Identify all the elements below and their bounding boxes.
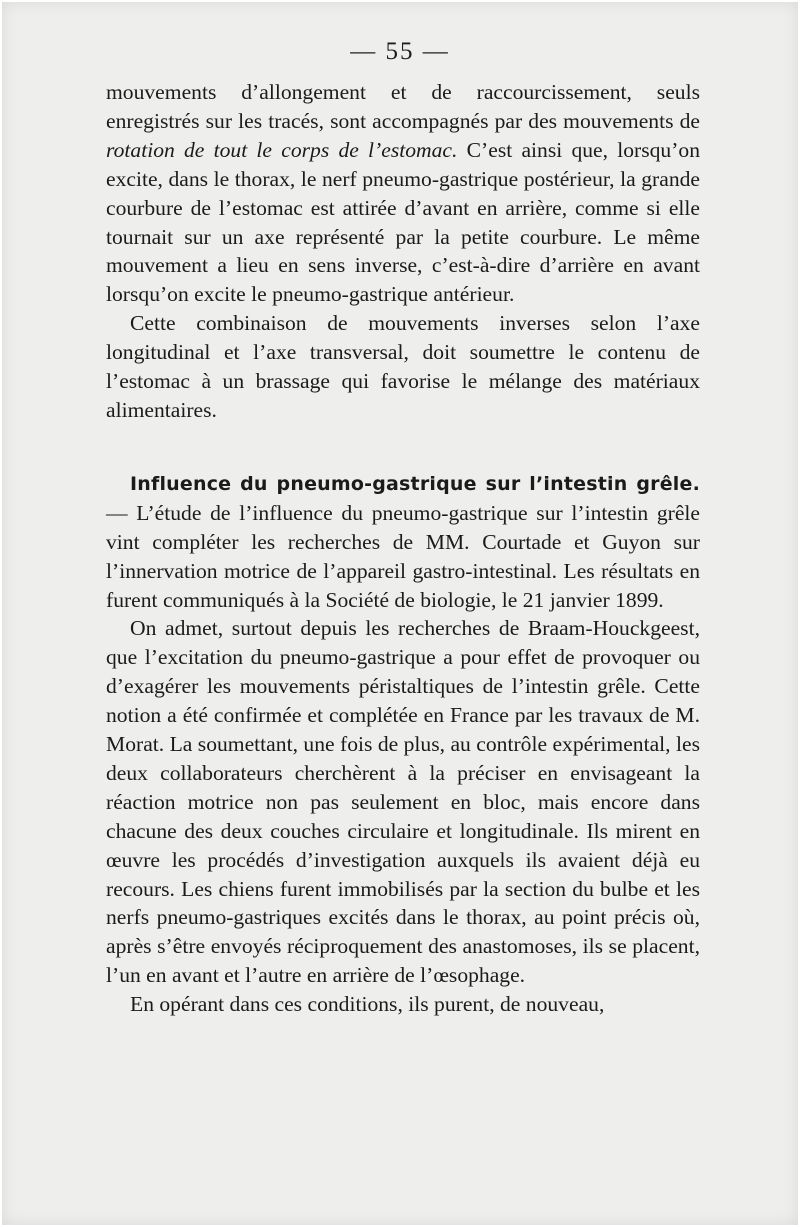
- body-text: [106, 78, 700, 1019]
- section-spacer: [106, 425, 700, 469]
- paragraph-1-end: C’est ainsi que, lorsqu’on excite, dans le thorax, le nerf pneumo-gastrique postérieur, la grande courbure de l’estomac est attirée d’avant en arrière, comme si elle tournait sur un axe représenté par la petite courbure. Le même mouvement a lieu en sens inverse, c’est-à-dire d’arrière en avant lorsqu’on excite le pneumo-gastrique antérieur.: [106, 137, 701, 307]
- paragraph-1: [106, 78, 700, 309]
- paragraph-5: En opérant dans ces conditions, ils purent, de nouveau,: [130, 992, 605, 1017]
- section-heading: Influence du pneumo-gastrique sur l’intestin grêle.: [130, 472, 700, 495]
- paragraph-2: Cette combinaison de mouvements inverses selon l’axe longitudinal et l’axe transversal, doit soumettre le contenu de l’estomac à un brassage qui favorise le mélange des matériaux alimentaires.: [106, 311, 700, 422]
- paragraph-1-italic: rotation de tout le corps de l’estomac.: [106, 137, 458, 162]
- paragraph-1-start: mouvements d’allongement et de raccourcissement, seuls enregistrés sur les tracés, sont accompagnés par des mouvements de: [106, 80, 700, 133]
- page-number: — 55 —: [350, 38, 450, 65]
- paragraph-3-text: — L’étude de l’influence du pneumo-gastrique sur l’intestin grêle vint compléter les recherches de MM. Courtade et Guyon sur l’innervation motrice de l’appareil gastro-intestinal. Les résultats en furent communiqués à la Société de biologie, le 21 janvier 1899.: [106, 500, 700, 612]
- paragraph-4: On admet, surtout depuis les recherches de Braam-Houckgeest, que l’excitation du pneumo-gastrique a pour effet de provoquer ou d’exagérer les mouvements péristaltiques de l’intestin grêle. Cette notion a été confirmée et complétée en France par les travaux de M. Morat. La soumettant, une fois de plus, au contrôle expérimental, les deux collaborateurs cherchèrent à la préciser en envisageant la réaction motrice non pas seulement en bloc, mais encore dans chacune des deux couches circulaire et longitudinale. Ils mirent en œuvre les procédés d’investigation auxquels ils avaient déjà eu recours. Les chiens furent immobilisés par la section du bulbe et les nerfs pneumo-gastriques excités dans le thorax, au point précis où, après s’être envoyés réciproquement des anastomoses, ils se placent, l’un en avant et l’autre en arrière de l’œsophage.: [106, 616, 700, 988]
- paragraph-3: [106, 469, 700, 615]
